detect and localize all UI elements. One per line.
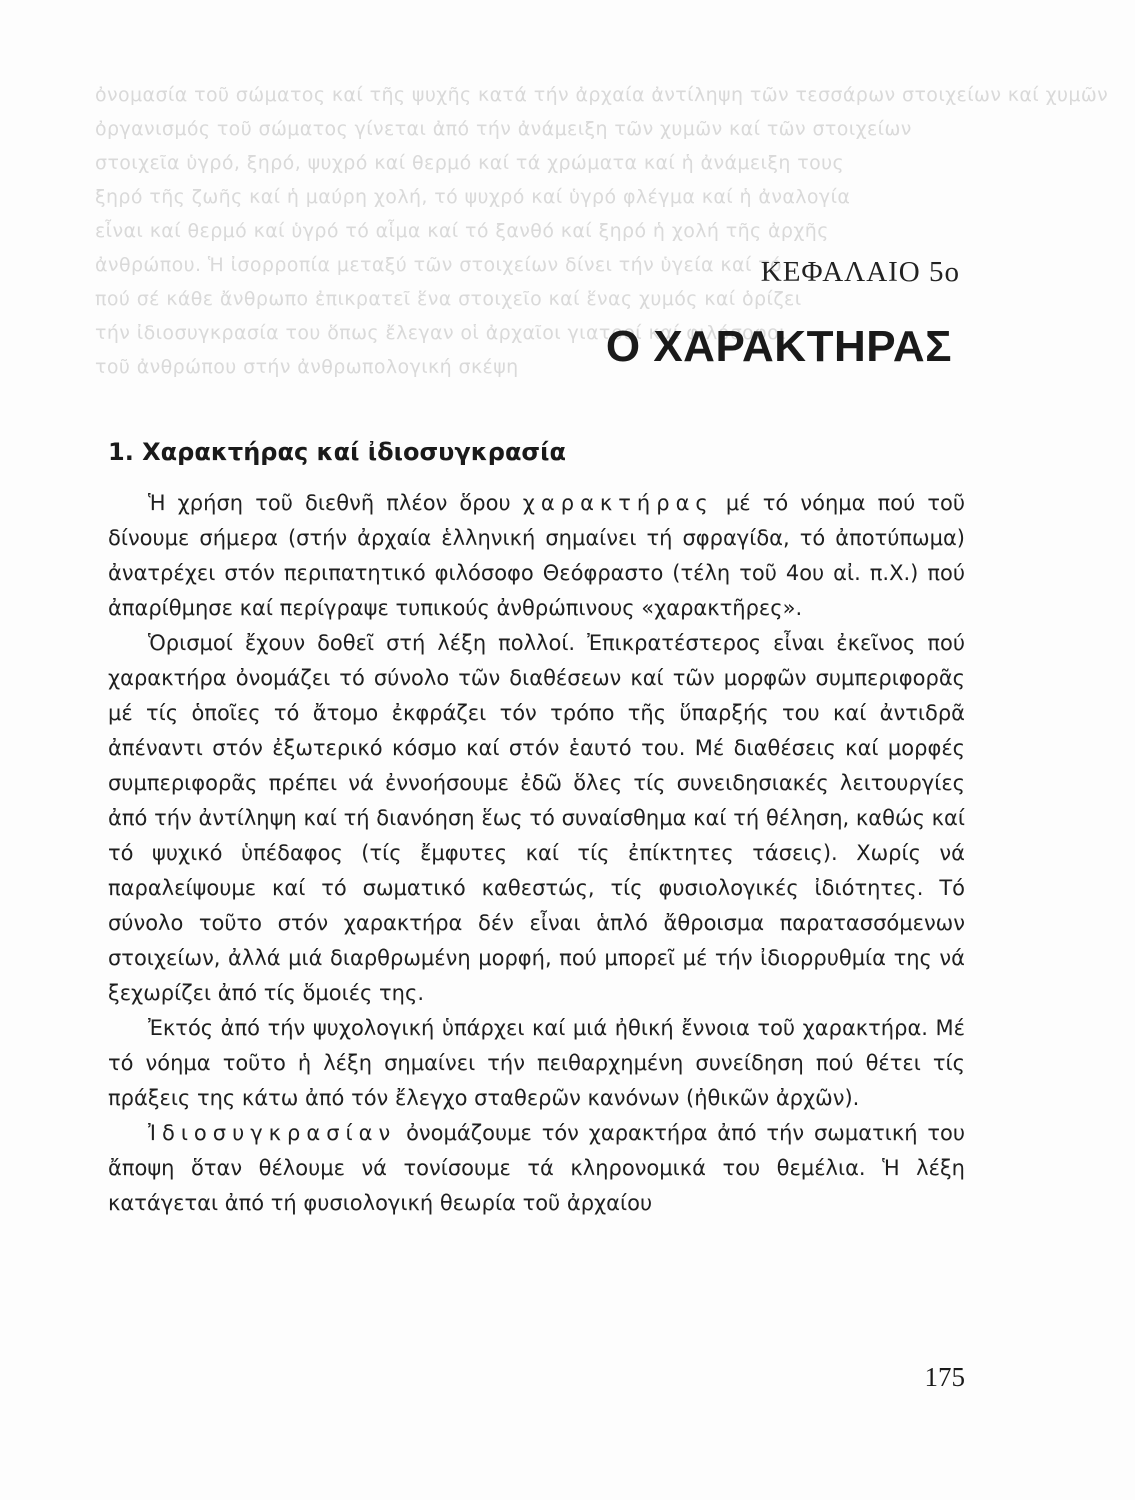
page-number: 175 [924,1362,965,1392]
paragraph-1-lead: Ἡ χρήση τοῦ διεθνῆ πλέον ὅρου [148,491,511,515]
chapter-label: ΚΕΦΑΛΑΙΟ 5ο [760,256,960,288]
paragraph-4-rest: ὀνομάζουμε τόν χαρακτήρα ἀπό τήν σωματική του ἄποψη ὅταν θέλουμε νά τονίσουμε τά κληρονομικά του θεμέλια. Ἡ λέξη κατάγεται ἀπό τή φυσιολογική θεωρία τοῦ ἀρχαίου [108,1121,965,1215]
paragraph-1 [108,486,965,626]
paragraph-4 [108,1116,965,1221]
paragraph-3: Ἐκτός ἀπό τήν ψυχολογική ὑπάρχει καί μιά ἠθική ἔννοια τοῦ χαρακτήρα. Μέ τό νόημα τοῦτο ἡ λέξη σημαίνει τήν πειθαρχημένη συνείδηση πού θέτει τίς πράξεις της κάτω ἀπό τόν ἔλεγχο σταθερῶν κανόνων (ἠθικῶν ἀρχῶν). [108,1016,965,1110]
paragraph-1-rest: μέ τό νόημα πού τοῦ δίνουμε σήμερα (στήν ἀρχαία ἑλληνική σημαίνει τή σφραγίδα, τό ἀποτύπωμα) ἀνατρέχει στόν περιπατητικό φιλόσοφο Θεόφραστο (τέλη τοῦ 4ου αἰ. π.Χ.) πού ἀπαρίθμησε καί περίγραψε τυπικούς ἀνθρώπινους «χαρακτῆρες». [108,491,966,620]
section-heading: 1. Χαρακτήρας καί ἰδιοσυγκρασία [108,438,566,466]
body-text [108,486,965,1221]
show-through-background: ὀνομασία τοῦ σώματος καί τῆς ψυχῆς κατά τήν ἀρχαία ἀντίληψη τῶν τεσσάρων στοιχείων καί χυμῶν ὀργανισμός τοῦ σώματος γίνεται ἀπό τήν ἀνάμειξη τῶν χυμῶν καί τῶν στοιχείων στοιχεῖα ὑγρό, ξηρό, ψυχρό καί θερμό καί τά χρώματα καί ἡ ἀνάμειξη τους ξηρό τῆς ζωῆς καί ἡ μαύρη χολή, τό ψυχρό καί ὑγρό φλέγμα καί ἡ ἀναλογία εἶναι καί θερμό καί ὑγρό τό αἷμα καί τό ξανθό καί ξηρό ἡ χολή τῆς ἀρχῆς ἀνθρώπου. Ἡ ἰσορροπία μεταξύ τῶν στοιχείων δίνει τήν ὑγεία καί τό πού σέ κάθε ἄνθρωπο ἐπικρατεῖ ἕνα στοιχεῖο καί ἕνας χυμός καί ὁρίζει τήν ἰδιοσυγκρασία του ὅπως ἔλεγαν οἱ ἀρχαῖοι γιατροί καί φιλόσοφοι τοῦ ἀνθρώπου στήν ἀνθρωπολογική σκέψη [95,84,1109,378]
chapter-title: Ο ΧΑΡΑΚΤΗΡΑΣ [605,322,952,371]
term-idiosyncrasy: Ἰδιοσυγκρασίαν [148,1121,397,1145]
paragraph-2: Ὁρισμοί ἔχουν δοθεῖ στή λέξη πολλοί. Ἐπικρατέστερος εἶναι ἐκεῖνος πού χαρακτήρα ὀνομάζει τό σύνολο τῶν διαθέσεων καί τῶν μορφῶν συμπεριφορᾶς μέ τίς ὁποῖες τό ἄτομο ἐκφράζει τόν τρόπο τῆς ὕπαρξής του καί ἀντιδρᾶ ἀπέναντι στόν ἐξωτερικό κόσμο καί στόν ἑαυτό του. Μέ διαθέσεις καί μορφές συμπεριφορᾶς πρέπει νά ἐννοήσουμε ἐδῶ ὅλες τίς συνειδησιακές λειτουργίες ἀπό τήν ἀντίληψη καί τή διανόηση ἕως τό συναίσθημα καί τή θέληση, καθώς καί τό ψυχικό ὑπέδαφος (τίς ἔμφυτες καί τίς ἐπίκτητες τάσεις). Χωρίς νά παραλείψουμε καί τό σωματικό καθεστώς, τίς φυσιολογικές ἰδιότητες. Τό σύνολο τοῦτο στόν χαρακτήρα δέν εἶναι ἁπλό ἄθροισμα παρατασσόμενων στοιχείων, ἀλλά μιά διαρθρωμένη μορφή, πού μπορεῖ μέ τήν ἰδιορρυθμία της νά ξεχωρίζει ἀπό τίς ὅμοιές της. [108,631,965,1005]
term-character: χαρακτήρας [522,491,714,515]
